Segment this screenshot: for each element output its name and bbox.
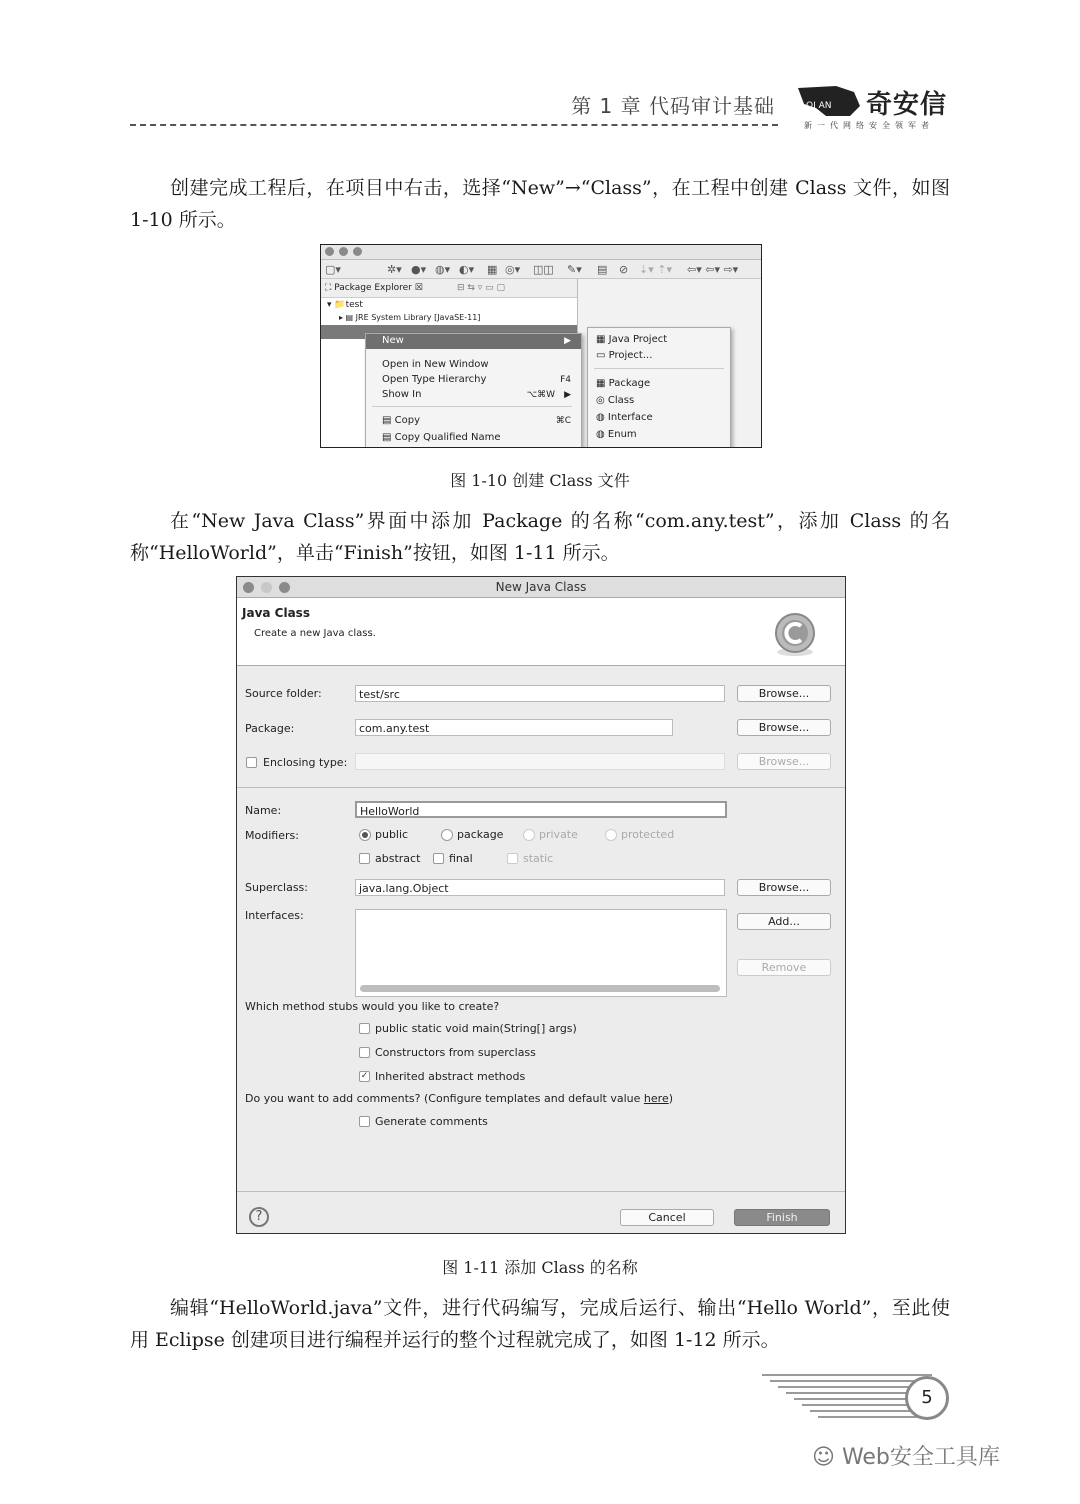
interfaces-list[interactable] <box>355 909 727 997</box>
stub-constructors-checkbox[interactable] <box>359 1047 370 1058</box>
paragraph-2: 在“New Java Class”界面中添加 Package 的名称“com.any.test”，添加 Class 的名称“HelloWorld”，单击“Finish”按钮，如图 1-11 所示。 <box>130 510 950 564</box>
modifier-package-radio[interactable] <box>441 829 453 841</box>
close-tab-icon[interactable]: ☒ <box>414 283 423 293</box>
menu-item-copy-qualified[interactable]: ▤ Copy Qualified Name <box>382 432 501 443</box>
minimize-dot-icon[interactable] <box>261 582 272 593</box>
copy-qualified-icon: ▤ <box>382 432 395 443</box>
interface-icon: ◍ <box>596 412 608 423</box>
interfaces-label: Interfaces: <box>245 909 304 922</box>
submenu-project[interactable]: ▭ Project... <box>596 350 653 361</box>
paragraph-1: 创建完成工程后，在项目中右击，选择“New”→“Class”，在工程中创建 Class 文件，如图 1-10 所示。 <box>130 177 950 231</box>
generate-comments-checkbox[interactable] <box>359 1116 370 1127</box>
source-folder-field[interactable]: test/src <box>355 685 725 702</box>
coverage-icon[interactable]: ◍▾ <box>435 263 451 276</box>
stub-constructors-label: Constructors from superclass <box>375 1046 536 1059</box>
paragraph-3: 编辑“HelloWorld.java”文件，进行代码编写，完成后运行、输出“Hello World”，至此使用 Eclipse 创建项目进行编程并运行的整个过程就完成了，如图 1-12 所示。 <box>130 1297 950 1351</box>
minimize-dot-icon[interactable] <box>339 247 348 256</box>
package-explorer-tab[interactable]: Package Explorer <box>334 283 412 293</box>
shortcut-f4: F4 <box>560 375 571 385</box>
package-explorer-tabbar <box>321 279 577 298</box>
modifier-package-label: package <box>457 828 504 841</box>
banner-heading: Java Class <box>242 606 310 620</box>
close-dot-icon[interactable] <box>243 582 254 593</box>
stub-inherited-checkbox[interactable]: ✓ <box>360 1071 369 1081</box>
finish-button[interactable]: Finish <box>734 1209 830 1226</box>
banner-subheading: Create a new Java class. <box>254 628 376 639</box>
chapter-header: 第 1 章 代码审计基础 <box>571 94 775 118</box>
dialog-titlebar <box>237 577 845 598</box>
logo-tagline: 新一代网络安全领军者 <box>804 121 934 130</box>
shortcut-copy: ⌘C <box>555 416 571 426</box>
menu-item-show-in[interactable]: Show In <box>382 389 422 400</box>
submenu-enum[interactable]: ◍ Enum <box>596 429 637 440</box>
help-icon[interactable]: ? <box>249 1207 269 1227</box>
figure-2-caption: 图 1-11 添加 Class 的名称 <box>442 1258 638 1277</box>
tree-project[interactable]: ▾ 📁test <box>327 300 363 310</box>
wechat-icon: ☺ <box>812 1445 842 1470</box>
annotation-icon[interactable]: ⇣▾ ⇡▾ <box>639 263 672 276</box>
copy-icon: ▤ <box>382 415 395 426</box>
new-package-icon[interactable]: ▦ <box>487 263 498 276</box>
svg-text:QI AN: QI AN <box>806 101 832 111</box>
toolbar <box>321 260 761 279</box>
open-type-icon[interactable]: ◫◫ <box>533 263 554 276</box>
menu-item-copy[interactable]: ▤ Copy <box>382 415 421 426</box>
search-icon[interactable]: ✎▾ <box>567 263 582 276</box>
debug-icon[interactable]: ✲▾ <box>387 263 402 276</box>
submenu-java-project[interactable]: ▦ Java Project <box>596 334 668 345</box>
superclass-field[interactable]: java.lang.Object <box>355 879 725 896</box>
stubs-question: Which method stubs would you like to create? <box>245 1000 500 1013</box>
package-field[interactable]: com.any.test <box>355 719 673 736</box>
modifier-protected-radio[interactable] <box>605 829 617 841</box>
context-menu <box>365 333 582 448</box>
dialog-title: New Java Class <box>495 580 587 594</box>
modifier-final-label: final <box>449 852 473 865</box>
modifier-static-label: static <box>523 852 554 865</box>
logo-text: 奇安信 <box>866 90 948 120</box>
generate-comments-label: Generate comments <box>375 1115 488 1128</box>
enclosing-browse-button[interactable]: Browse... <box>737 753 831 770</box>
submenu-arrow-icon: ▶ <box>564 336 571 346</box>
source-folder-label: Source folder: <box>245 687 322 700</box>
run-icon[interactable]: ●▾ <box>411 263 427 276</box>
stub-main-label: public static void main(String[] args) <box>375 1022 577 1035</box>
interfaces-remove-button[interactable]: Remove <box>737 959 831 976</box>
superclass-browse-button[interactable]: Browse... <box>737 879 831 896</box>
enclosing-type-checkbox[interactable] <box>246 757 257 768</box>
pin-icon[interactable]: ⊘ <box>619 263 629 276</box>
package-explorer-icon: ⛶ <box>325 283 332 293</box>
source-folder-browse-button[interactable]: Browse... <box>737 685 831 702</box>
menu-item-new[interactable]: New ▶ <box>366 334 581 349</box>
package-browse-button[interactable]: Browse... <box>737 719 831 736</box>
page-number: 5 <box>905 1376 949 1420</box>
header-divider <box>130 124 778 126</box>
java-project-icon: ▦ <box>596 334 609 345</box>
cancel-button[interactable]: Cancel <box>620 1209 714 1226</box>
interfaces-scrollbar[interactable] <box>360 985 720 992</box>
project-icon: ▭ <box>596 350 609 361</box>
submenu-arrow-icon: ▶ <box>564 390 571 400</box>
external-tools-icon[interactable]: ◐▾ <box>459 263 475 276</box>
superclass-label: Superclass: <box>245 881 308 894</box>
name-label: Name: <box>245 804 282 817</box>
new-class-icon[interactable]: ◎▾ <box>505 263 521 276</box>
submenu-package[interactable]: ▦ Package <box>596 378 651 389</box>
modifier-private-label: private <box>539 828 578 841</box>
package-icon: ▦ <box>596 378 609 389</box>
footer-separator <box>237 1191 845 1192</box>
modifier-abstract-label: abstract <box>375 852 421 865</box>
terminal-icon[interactable]: ▤ <box>597 263 608 276</box>
zoom-dot-icon[interactable] <box>353 247 362 256</box>
collapse-icon[interactable]: ⊟ ⇆ ▿ ▭ ▢ <box>457 283 506 293</box>
stub-inherited-label: Inherited abstract methods <box>375 1070 526 1083</box>
dialog-banner <box>237 598 845 666</box>
close-dot-icon[interactable] <box>325 247 334 256</box>
package-label: Package: <box>245 722 295 735</box>
shortcut-show-in: ⌥⌘W <box>526 390 555 400</box>
figure-eclipse-context-menu <box>320 244 762 448</box>
name-field[interactable]: HelloWorld <box>355 801 727 818</box>
modifier-private-radio[interactable] <box>523 829 535 841</box>
configure-templates-link[interactable]: here <box>643 1092 669 1105</box>
back-icon[interactable]: ⇦▾ ⇦▾ ⇨▾ <box>687 263 739 276</box>
stub-main-checkbox[interactable] <box>359 1023 370 1034</box>
menu-item-open-new-window[interactable]: Open in New Window <box>382 359 489 370</box>
watermark: ☺ Web安全工具库 <box>812 1445 1000 1470</box>
modifier-final-checkbox[interactable] <box>433 853 444 864</box>
tree-library[interactable]: ▸ ▤ JRE System Library [JavaSE-11] <box>339 313 481 322</box>
modifier-static-checkbox[interactable] <box>507 853 518 864</box>
modifiers-label: Modifiers: <box>245 829 299 842</box>
menu-separator <box>372 406 572 407</box>
enclosing-type-field[interactable] <box>355 753 725 770</box>
section-separator <box>237 787 845 788</box>
submenu-separator <box>594 368 724 369</box>
window-titlebar <box>321 245 761 260</box>
enclosing-type-label: Enclosing type: <box>263 756 348 769</box>
enum-icon: ◍ <box>596 429 608 440</box>
comments-question: Do you want to add comments? (Configure templates and default value here) <box>245 1092 674 1105</box>
modifier-public-label: public <box>375 828 409 841</box>
new-icon[interactable]: ▢▾ <box>325 263 341 276</box>
submenu-interface[interactable]: ◍ Interface <box>596 412 653 423</box>
modifier-abstract-checkbox[interactable] <box>359 853 370 864</box>
class-icon: ◎ <box>596 395 608 406</box>
menu-item-open-type-hierarchy[interactable]: Open Type Hierarchy <box>382 374 487 385</box>
modifier-protected-label: protected <box>621 828 675 841</box>
modifier-public-radio[interactable] <box>359 829 371 841</box>
figure-1-caption: 图 1-10 创建 Class 文件 <box>450 471 630 490</box>
new-submenu <box>587 327 731 448</box>
zoom-dot-icon[interactable] <box>279 582 290 593</box>
submenu-class[interactable]: ◎ Class <box>596 395 635 406</box>
new-java-class-dialog <box>236 576 846 1234</box>
java-class-wizard-icon <box>771 612 819 658</box>
interfaces-add-button[interactable]: Add... <box>737 913 831 930</box>
